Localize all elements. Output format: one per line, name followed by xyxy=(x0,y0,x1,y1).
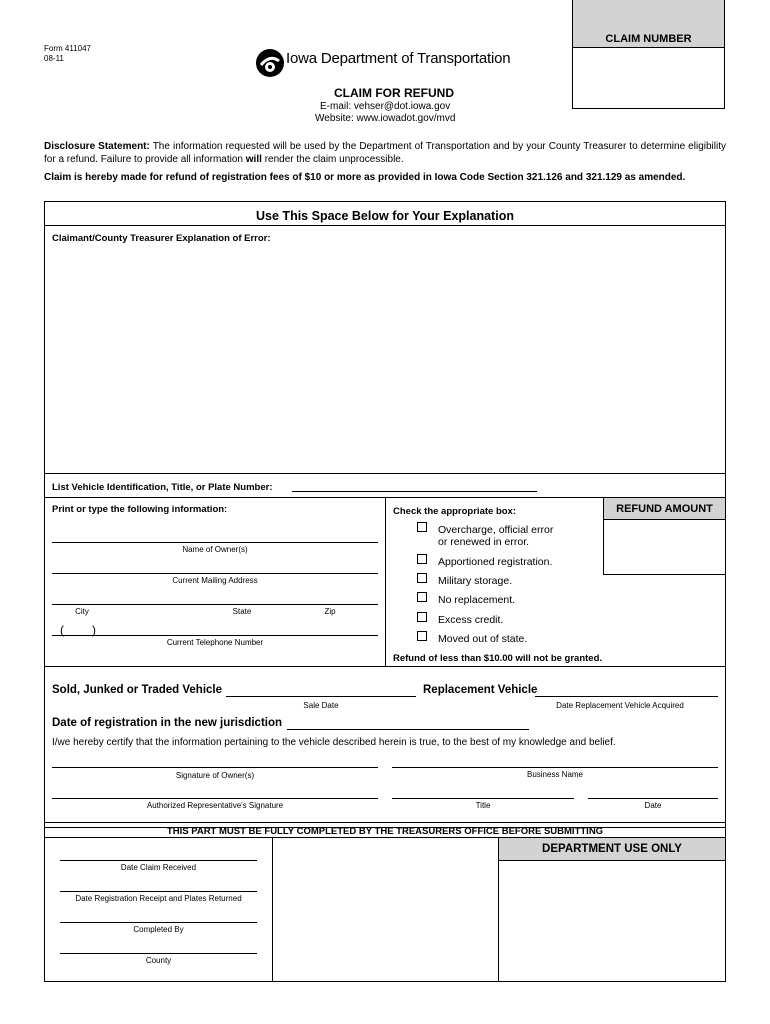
claim-statement: Claim is hereby made for refund of registration fees of $10 or more as provided in Iowa Code Section 321.126 and 321.129 as amended. xyxy=(44,172,686,183)
certification-text: I/we hereby certify that the information pertaining to the vehicle described herein is true, to the best of my knowledge and belief. xyxy=(52,737,616,748)
check-box-label: Check the appropriate box: xyxy=(393,506,516,517)
contact-website: Website: www.iowadot.gov/mvd xyxy=(315,113,456,124)
state-caption: State xyxy=(232,607,252,616)
option-excess-credit: Excess credit. xyxy=(438,614,504,626)
divider-sold xyxy=(44,666,726,667)
date-returned-caption: Date Registration Receipt and Plates Returned xyxy=(75,894,242,903)
refund-minimum-note: Refund of less than $10.00 will not be granted. xyxy=(393,653,603,664)
department-use-header xyxy=(499,838,725,861)
disclosure-text-end: render the claim unprocessible. xyxy=(264,153,404,165)
explanation-label: Claimant/County Treasurer Explanation of Error: xyxy=(52,233,271,244)
area-code-close-paren: ) xyxy=(92,623,96,637)
rep-signature-caption: Authorized Representative's Signature xyxy=(146,801,284,810)
disclosure-statement xyxy=(44,141,726,166)
option-overcharge-line2: or renewed in error. xyxy=(438,536,530,548)
claim-number-box[interactable] xyxy=(572,0,725,109)
disclosure-label: Disclosure Statement: xyxy=(44,141,150,152)
date-caption: Date xyxy=(644,801,662,810)
explanation-textarea[interactable] xyxy=(50,248,720,468)
replacement-date-field[interactable] xyxy=(535,696,718,697)
form-date: 08-11 xyxy=(44,54,64,63)
owner-name-field[interactable] xyxy=(52,542,378,543)
owner-signature-caption: Signature of Owner(s) xyxy=(175,771,255,780)
sold-vehicle-label: Sold, Junked or Traded Vehicle xyxy=(52,684,222,696)
county-caption: County xyxy=(145,956,172,965)
business-name-field[interactable] xyxy=(392,767,718,768)
checkbox-no-replacement[interactable] xyxy=(417,592,427,602)
claim-number-label: CLAIM NUMBER xyxy=(605,33,692,45)
title-field[interactable] xyxy=(392,798,574,799)
telephone-field[interactable] xyxy=(52,635,378,636)
sale-date-field[interactable] xyxy=(226,696,416,697)
department-use-label: DEPARTMENT USE ONLY xyxy=(542,843,682,855)
option-no-replacement: No replacement. xyxy=(438,594,516,606)
checkbox-moved[interactable] xyxy=(417,631,427,641)
checkbox-military[interactable] xyxy=(417,573,427,583)
checkbox-excess-credit[interactable] xyxy=(417,612,427,622)
date-received-field[interactable] xyxy=(60,860,257,861)
refund-amount-header xyxy=(604,498,725,520)
form-title: CLAIM FOR REFUND xyxy=(334,86,454,100)
explanation-heading: Use This Space Below for Your Explanation xyxy=(256,209,514,223)
owner-name-caption: Name of Owner(s) xyxy=(182,545,248,554)
vehicle-id-field[interactable] xyxy=(292,491,537,492)
rep-signature-field[interactable] xyxy=(52,798,378,799)
vehicle-id-label: List Vehicle Identification, Title, or Plate Number: xyxy=(52,482,273,493)
replacement-date-caption: Date Replacement Vehicle Acquired xyxy=(556,701,684,710)
mailing-address-caption: Current Mailing Address xyxy=(172,576,258,585)
iowa-dot-logo-icon xyxy=(255,48,285,78)
sale-date-caption: Sale Date xyxy=(303,701,339,710)
area-code-open-paren: ( xyxy=(60,623,64,637)
city-caption: City xyxy=(75,607,89,616)
divider-treasurer-col1 xyxy=(272,837,273,982)
completed-by-field[interactable] xyxy=(60,922,257,923)
city-state-zip-field[interactable] xyxy=(52,604,378,605)
refund-amount-box[interactable] xyxy=(603,497,726,575)
mailing-address-field[interactable] xyxy=(52,573,378,574)
date-returned-field[interactable] xyxy=(60,891,257,892)
date-received-caption: Date Claim Received xyxy=(120,863,197,872)
new-jurisdiction-field[interactable] xyxy=(287,729,529,730)
new-jurisdiction-label: Date of registration in the new jurisdiction xyxy=(52,717,283,729)
replacement-vehicle-label: Replacement Vehicle xyxy=(423,684,538,696)
contact-email: E-mail: vehser@dot.iowa.gov xyxy=(320,101,451,112)
county-field[interactable] xyxy=(60,953,257,954)
option-military: Military storage. xyxy=(438,575,513,587)
title-caption: Title xyxy=(475,801,491,810)
checkbox-overcharge[interactable] xyxy=(417,522,427,532)
owner-signature-field[interactable] xyxy=(52,767,378,768)
checkbox-apportioned[interactable] xyxy=(417,554,427,564)
disclosure-text: The information requested will be used by the Department of Transportation and by your County Treasurer to determine eligibility for a refund. Failure to provide all information xyxy=(44,141,726,165)
divider-owner-check xyxy=(385,497,386,667)
refund-amount-label: REFUND AMOUNT xyxy=(616,503,713,515)
divider-vehicle xyxy=(44,473,726,474)
telephone-caption: Current Telephone Number xyxy=(166,638,264,647)
completed-by-caption: Completed By xyxy=(133,925,184,934)
treasurer-heading: THIS PART MUST BE FULLY COMPLETED BY THE TREASURERS OFFICE BEFORE SUBMITTING xyxy=(166,826,604,837)
option-moved: Moved out of state. xyxy=(438,633,528,645)
owner-instruction: Print or type the following information: xyxy=(52,504,228,515)
claim-number-header xyxy=(573,0,724,48)
option-apportioned: Apportioned registration. xyxy=(438,556,553,568)
disclosure-emphasis: will xyxy=(245,153,262,165)
option-overcharge: Overcharge, official error xyxy=(438,524,554,536)
business-name-caption: Business Name xyxy=(526,770,584,779)
zip-caption: Zip xyxy=(324,607,336,616)
divider-explanation xyxy=(44,225,726,226)
date-field[interactable] xyxy=(588,798,718,799)
form-number: Form 411047 xyxy=(44,44,91,53)
agency-name: Iowa Department of Transportation xyxy=(286,50,511,67)
